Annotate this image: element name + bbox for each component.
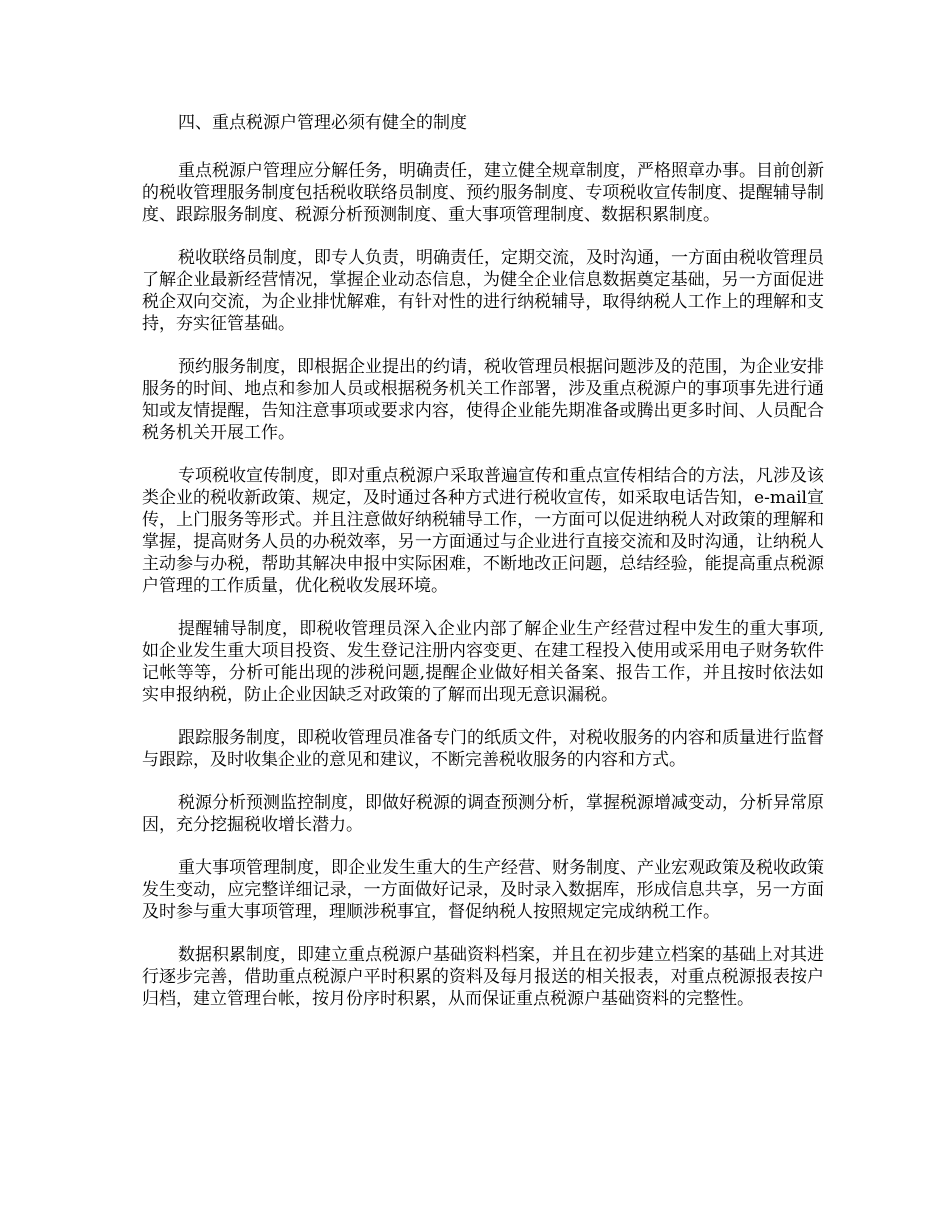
paragraph-appointment-service: 预约服务制度，即根据企业提出的约请，税收管理员根据问题涉及的范围，为企业安排服务的时间、地点和参加人员或根据税务机关工作部署，涉及重点税源户的事项事先进行通知或友情提醒，告知注意事项或要求内容，使得企业能先期准备或腾出更多时间、人员配合税务机关开展工作。 [142,357,824,443]
paragraph-major-matters: 重大事项管理制度，即企业发生重大的生产经营、财务制度、产业宏观政策及税收政策发生变动，应完整详细记录，一方面做好记录，及时录入数据库，形成信息共享，另一方面及时参与重大事项管理，理顺涉税事宜，督促纳税人按照规定完成纳税工作。 [142,858,824,922]
paragraph-data-accumulation: 数据积累制度，即建立重点税源户基础资料档案，并且在初步建立档案的基础上对其进行逐步完善，借助重点税源户平时积累的资料及每月报送的相关报表，对重点税源报表按户归档，建立管理台帐，按月份序时积累，从而保证重点税源户基础资料的完整性。 [142,945,824,1009]
paragraph-reminder-guidance: 提醒辅导制度，即税收管理员深入企业内部了解企业生产经营过程中发生的重大事项,如企业发生重大项目投资、发生登记注册内容变更、在建工程投入使用或采用电子财务软件记帐等等，分析可能出现的涉税问题,提醒企业做好相关备案、报告工作，并且按时依法如实申报纳税，防止企业因缺乏对政策的了解而出现无意识漏税。 [142,619,824,705]
paragraph-overview: 重点税源户管理应分解任务，明确责任，建立健全规章制度，严格照章办事。目前创新的税收管理服务制度包括税收联络员制度、预约服务制度、专项税收宣传制度、提醒辅导制度、跟踪服务制度、税源分析预测制度、重大事项管理制度、数据积累制度。 [142,161,824,225]
paragraph-tracking-service: 跟踪服务制度，即税收管理员准备专门的纸质文件，对税收服务的内容和质量进行监督与跟踪，及时收集企业的意见和建议，不断完善税收服务的内容和方式。 [142,728,824,770]
paragraph-tax-source-analysis: 税源分析预测监控制度，即做好税源的调查预测分析，掌握税源增减变动，分析异常原因，充分挖掘税收增长潜力。 [142,793,824,835]
section-heading: 四、重点税源户管理必须有健全的制度 [178,113,467,133]
paragraph-tax-publicity: 专项税收宣传制度，即对重点税源户采取普遍宣传和重点宣传相结合的方法，凡涉及该类企业的税收新政策、规定，及时通过各种方式进行税收宣传，如采取电话告知，e-mail宣传，上门服务等形式。并且注意做好纳税辅导工作，一方面可以促进纳税人对政策的理解和掌握，提高财务人员的办税效率，另一方面通过与企业进行直接交流和及时沟通，让纳税人主动参与办税，帮助其解决申报中实际困难，不断地改正问题，总结经验，能提高重点税源户管理的工作质量，优化税收发展环境。 [142,466,824,596]
paragraph-liaison-system: 税收联络员制度，即专人负责，明确责任，定期交流，及时沟通，一方面由税收管理员了解企业最新经营情况，掌握企业动态信息，为健全企业信息数据奠定基础，另一方面促进税企双向交流，为企业排忧解难，有针对性的进行纳税辅导，取得纳税人工作上的理解和支持，夯实征管基础。 [142,248,824,334]
document-body [142,112,824,1031]
